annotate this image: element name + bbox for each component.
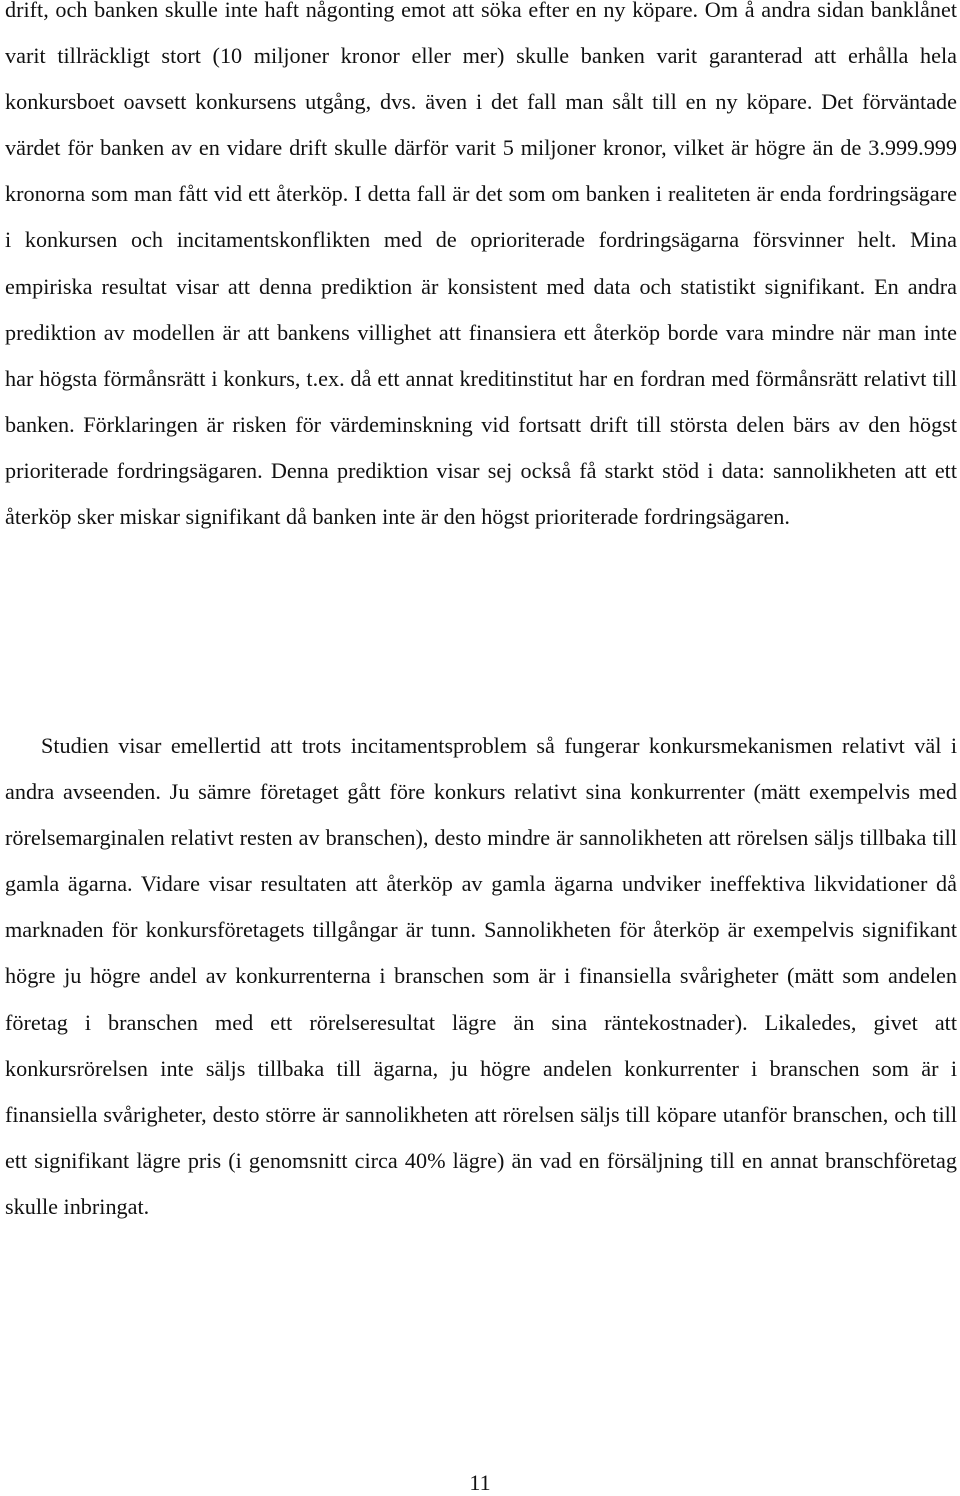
body-paragraph-1: drift, och banken skulle inte haft någonting emot att söka efter en ny köpare. Om å andra sidan banklånet varit tillräckligt stort (10 miljoner kronor eller mer) skulle banken varit garanterad att erhålla hela konkursboet oavsett konkursens utgång, dvs. även i det fall man sålt till en ny köpare. Det förväntade värdet för banken av en vidare drift skulle därför varit 5 miljoner kronor, vilket är högre än de 3.999.999 kronorna som man fått vid ett återköp. I detta fall är det som om banken i realiteten är enda fordringsägare i konkursen och incitamentskonflikten med de oprioriterade fordringsägarna försvinner helt. Mina empiriska resultat visar att denna prediktion är konsistent med data och statistikt signifikant. En andra prediktion av modellen är att bankens villighet att finansiera ett återköp borde vara mindre när man inte har högsta förmånsrätt i konkurs, t.ex. då ett annat kreditinstitut har en fordran med förmånsrätt relativt till banken. Förklaringen är risken för värdeminskning vid fortsatt drift till största delen bärs av den högst prioriterade fordringsägaren. Denna prediktion visar sej också få starkt stöd i data: sannolikheten att ett återköp sker miskar signifikant då banken inte är den högst prioriterade fordringsägaren. bbox=[5, 0, 957, 530]
page-number: 11 bbox=[469, 1470, 491, 1495]
body-paragraph-2: Studien visar emellertid att trots incitamentsproblem så fungerar konkursmekanismen relativt väl i andra avseenden. Ju sämre företaget gått före konkurs relativt sina konkurrenter (mätt exempelvis med rörelsemarginalen relativt resten av branschen), desto mindre är sannolikheten att rörelsen säljs tillbaka till gamla ägarna. Vidare visar resultaten att återköp av gamla ägarna undviker ineffektiva likvidationer då marknaden för konkursföretagets tillgångar är tunn. Sannolikheten för återköp är exempelvis signifikant högre ju högre andel av konkurrenterna i branschen som är i finansiella svårigheter (mätt som andelen företag i branschen med ett rörelseresultat lägre än sina räntekostnader). Likaledes, givet att konkursrörelsen inte säljs tillbaka till ägarna, ju högre andelen konkurrenter i branschen som är i finansiella svårigheter, desto större är sannolikheten att rörelsen säljs till köpare utanför branschen, och till ett signifikant lägre pris (i genomsnitt circa 40% lägre) än vad en försäljning till en annat branschföretag skulle inbringat. bbox=[5, 733, 957, 1219]
